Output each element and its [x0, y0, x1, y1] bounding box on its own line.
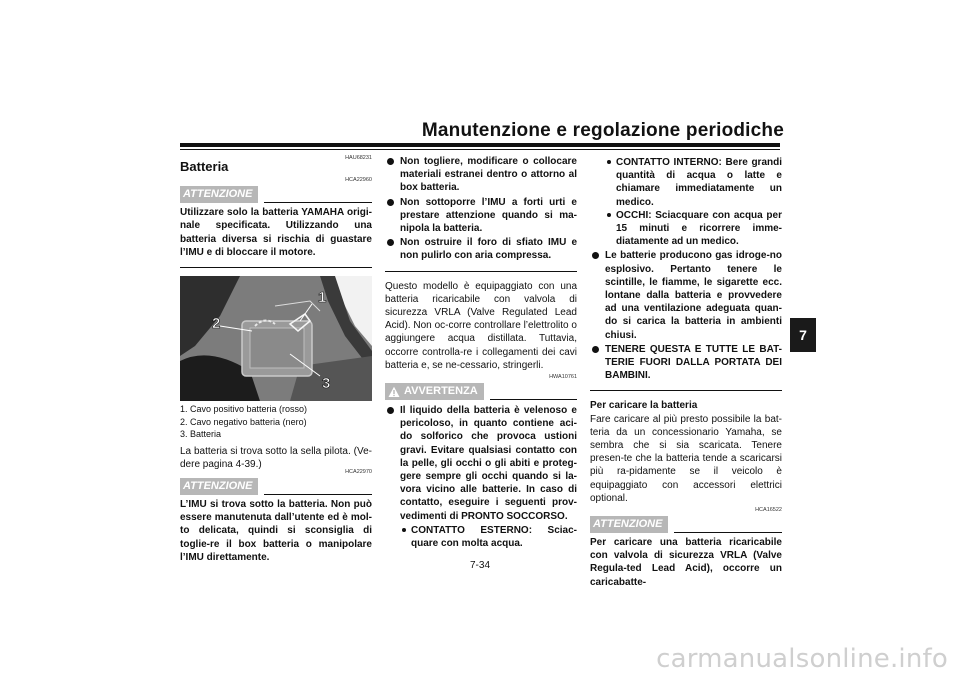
- attention-banner: [590, 516, 782, 533]
- page-number: 7-34: [469, 560, 490, 571]
- section-title: Batteria: [180, 159, 229, 174]
- list-item: OCCHI: Sciacquare con acqua per 15 minuti e ricorrere imme-diatamente ad un medico.: [605, 209, 782, 249]
- list-item: Non ostruire il foro di sfiato IMU e non pulirlo con aria compressa.: [385, 236, 577, 262]
- warning-label: [385, 383, 484, 400]
- reference-code: HCA16522: [755, 507, 782, 514]
- warning-rule: [490, 399, 577, 400]
- warning-bullets-continued: [590, 249, 782, 382]
- attention-end-rule: [385, 271, 577, 272]
- warning-triangle-icon: [388, 386, 400, 398]
- battery-paragraph: Questo modello è equipaggiato con una batteria ricaricabile con valvola di sicurezza VRLA (Valve Regulated Lead Acid). Non oc-corre controllare l’elettrolito o aggiungere acqua distillata. Tuttavia, occorre controlla-re i collegamenti dei cavi batteria e, se ne-cessario, stringerli.: [385, 280, 577, 371]
- warning-banner: [385, 383, 577, 400]
- photo-label-1: 1: [318, 289, 327, 307]
- first-aid-list: [400, 524, 577, 550]
- subsection-heading: Per caricare la batteria: [590, 400, 698, 412]
- location-text: La batteria si trova sotto la sella pilota. (Ve-dere pagina 4-39.): [180, 445, 372, 470]
- attention-end-rule: [180, 267, 372, 268]
- attention-text: Utilizzare solo la batteria YAMAHA origi-nale specificata. Utilizzando una batteria diversa si rischia di guastare l’IMU e di bloccare il motore.: [180, 207, 372, 258]
- caption-item: 1. Cavo positivo batteria (rosso): [180, 404, 308, 415]
- list-item: Le batterie producono gas idroge-no esplosivo. Pertanto tenere le scintille, le fiamme, le sigarette ecc. lontane dalla batteria e provvedere ad una ventilazione adeguata quan-do si carica la batteria in ambienti chiusi.: [590, 249, 782, 341]
- warning-bullets: [385, 404, 577, 550]
- header-rule: [180, 143, 780, 147]
- attention-bullets: [385, 155, 577, 263]
- attention-label: ATTENZIONE: [180, 478, 258, 495]
- attention-rule: [674, 532, 782, 533]
- warning-bullet-text: Il liquido della batteria è velenoso e pericoloso, in quanto contiene aci-do solforico che provoca ustioni gravi. Evitare qualsiasi contatto con la pelle, gli occhi o gli abiti e proteg-gere sempre gli occhi quando si la-vora vicino alle batterie. In caso di contatto, eseguire i seguenti prov-vedimenti di PRONTO SOCCORSO.: [400, 405, 577, 522]
- battery-photo-illustration: [180, 276, 372, 401]
- attention-banner: [180, 478, 372, 495]
- list-item: CONTATTO INTERNO: Bere grandi quantità di acqua o latte e chiamare immediatamente un medico.: [605, 156, 782, 209]
- reference-code: HCA22960: [345, 177, 372, 184]
- first-aid-list-continued: [605, 156, 782, 248]
- caption-item: 3. Batteria: [180, 429, 222, 440]
- battery-photo: [180, 276, 372, 401]
- reference-code: HWA10761: [549, 374, 577, 381]
- attention-banner: [180, 186, 372, 203]
- attention-rule: [264, 494, 372, 495]
- caption-item: 2. Cavo negativo batteria (nero): [180, 416, 307, 427]
- photo-captions: [180, 403, 372, 441]
- list-item: Non togliere, modificare o collocare materiali estranei dentro o attorno al box batteria.: [385, 155, 577, 195]
- photo-label-3: 3: [322, 375, 331, 393]
- page-header-title: Manutenzione e regolazione periodiche: [421, 120, 784, 141]
- attention-text: L’IMU si trova sotto la batteria. Non può essere manutenuta dall’utente ed è mol-to delicata, quindi si sconsiglia di toglie-re il box batteria o manipolare l’IMU direttamente.: [180, 498, 372, 563]
- list-item: TENERE QUESTA E TUTTE LE BAT-TERIE FUORI DALLA PORTATA DEI BAMBINI.: [590, 343, 782, 383]
- header-rule-thin: [180, 149, 780, 150]
- attention-rule: [264, 202, 372, 203]
- list-item: Non sottoporre l’IMU a forti urti e prestare attenzione quando si ma-nipola la batteria.: [385, 196, 577, 236]
- list-item: [385, 404, 577, 550]
- reference-code: HCA22970: [345, 468, 372, 475]
- attention-text: Per caricare una batteria ricaricabile con valvola di sicurezza VRLA (Valve Regula-ted Lead Acid), occorre un caricabatte-: [590, 537, 782, 588]
- list-item: CONTATTO ESTERNO: Sciac-quare con molta acqua.: [400, 524, 577, 550]
- column-3: [590, 155, 782, 589]
- warning-end-rule: [590, 390, 782, 391]
- column-2: [385, 155, 577, 551]
- reference-code: HAU68231: [345, 155, 372, 161]
- watermark: carmanualsonline.info: [656, 644, 948, 674]
- column-1: [180, 155, 372, 564]
- attention-label: ATTENZIONE: [590, 516, 668, 533]
- charging-paragraph: Fare caricare al più presto possibile la bat-teria da un concessionario Yamaha, se sembra che si sia scaricata. Tenere presen-te che la batteria tende a scaricarsi più ra-pidamente se il veicolo è equipaggiato con accessori elettrici optional.: [590, 413, 782, 504]
- photo-label-2: 2: [212, 315, 221, 333]
- attention-label: ATTENZIONE: [180, 186, 258, 203]
- warning-label-text: AVVERTENZA: [404, 384, 478, 397]
- chapter-tab[interactable]: 7: [790, 318, 816, 352]
